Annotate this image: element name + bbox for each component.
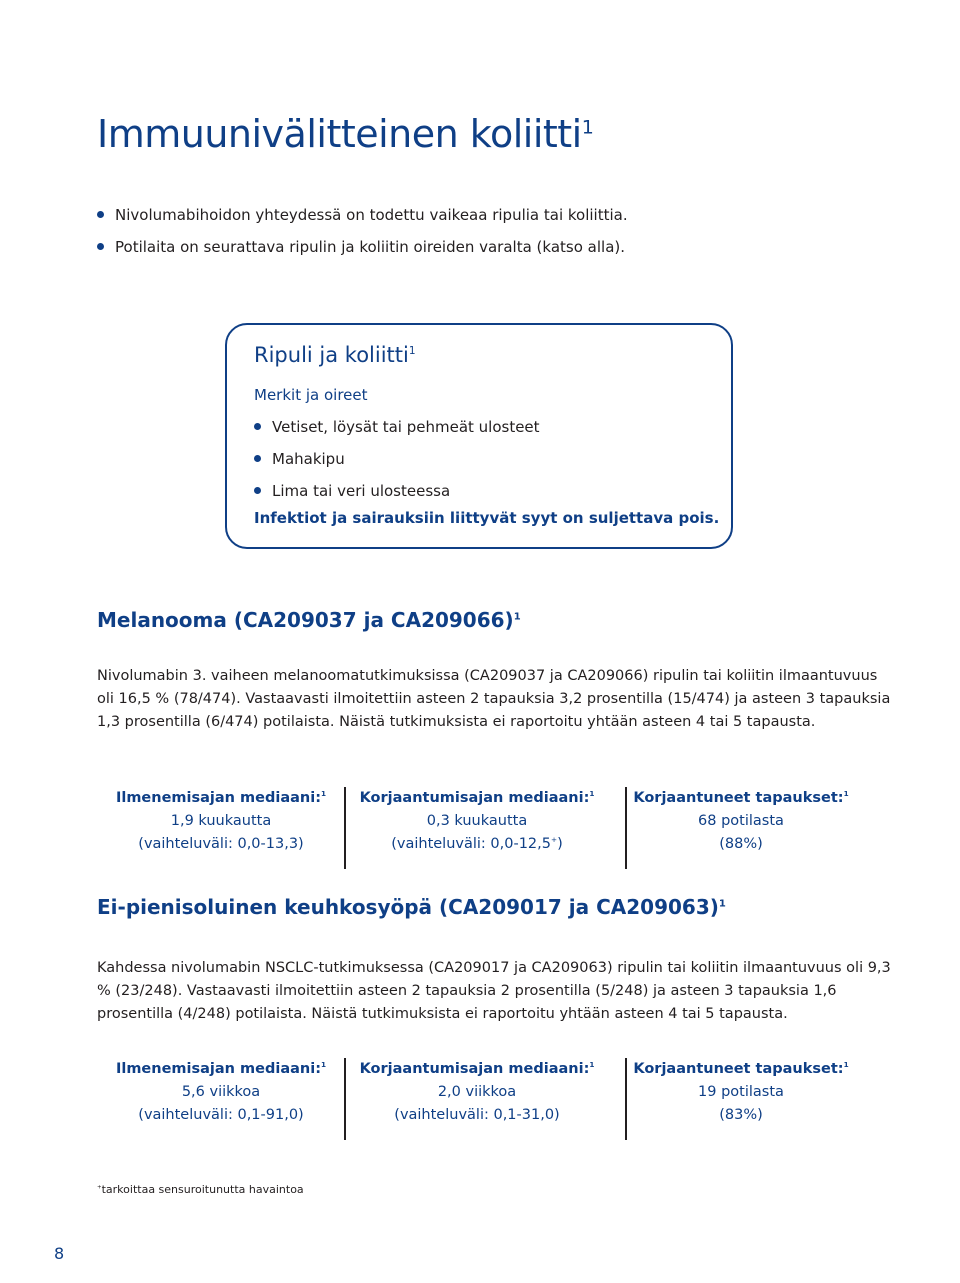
- stat-value: 68 potilasta: [698, 813, 784, 829]
- nsclc-stats: [97, 1058, 857, 1144]
- symptom-item: Lima tai veri ulosteessa: [254, 475, 540, 507]
- symptom-item: Mahakipu: [254, 443, 540, 475]
- bullet-icon: [254, 423, 261, 430]
- page-title: Immuunivälitteinen koliitti$^1$: [97, 112, 594, 156]
- stat-range: (vaihteluväli: 0,0-12,5+): [391, 835, 563, 852]
- stat-range: (vaihteluväli: 0,1-91,0): [138, 1107, 304, 1123]
- symptom-box: [225, 323, 733, 549]
- nsclc-paragraph: Kahdessa nivolumabin NSCLC-tutkimuksessa (CA209017 ja CA209063) ripulin tai koliitin ilmaantuvuus oli 9,3 % (23/248). Vastaavasti ilmoitettiin asteen 2 tapauksia 2 prosentilla (5/248) ja asteen 3 tapauksia 1,6 prosentilla (4/248) potilaista. Näistä tutkimuksista ei raportoitu yhtään asteen 4 tai 5 tapausta.: [97, 960, 891, 1022]
- symptom-item: Vetiset, löysät tai pehmeät ulosteet: [254, 411, 540, 443]
- divider: [344, 1058, 346, 1140]
- intro-bullet-2: Potilaita on seurattava ripulin ja koliitin oireiden varalta (katso alla).: [97, 231, 628, 263]
- stat-label: Ilmenemisajan mediaani:$^1$: [115, 789, 327, 806]
- stat-resolution: [353, 1058, 601, 1127]
- symptom-box-title: Ripuli ja koliitti$^1$: [254, 343, 416, 367]
- stat-value: 1,9 kuukautta: [170, 813, 272, 829]
- melanoma-paragraph: Nivolumabin 3. vaiheen melanoomatutkimuksissa (CA209037 ja CA209066) ripulin tai koliitin ilmaantuvuus oli 16,5 % (78/474). Vastaavasti ilmoitettiin asteen 2 tapauksia 3,2 prosentilla (15/474) ja asteen 3 tapauksia 1,3 prosentilla (6/474) potilaista. Näistä tutkimuksista ei raportoitu yhtään asteen 4 tai 5 tapausta.: [97, 668, 891, 730]
- stat-resolved: [617, 787, 865, 856]
- intro-bullet-1: Nivolumabihoidon yhteydessä on todettu vaikeaa ripulia tai koliittia.: [97, 199, 628, 231]
- stat-range: (vaihteluväli: 0,0-13,3): [138, 836, 304, 852]
- stat-onset: [97, 1058, 345, 1127]
- stat-range: (83%): [719, 1107, 763, 1123]
- stat-value: 5,6 viikkoa: [181, 1084, 261, 1100]
- divider: [344, 787, 346, 869]
- bullet-icon: [254, 455, 261, 462]
- symptom-list: [254, 411, 540, 507]
- melanoma-stats: [97, 787, 857, 873]
- stat-range: (88%): [719, 836, 763, 852]
- stat-resolution: [353, 787, 601, 856]
- stat-value: 0,3 kuukautta: [426, 813, 528, 829]
- intro-bullet-list: [97, 199, 628, 263]
- symptom-box-warning: Infektiot ja sairauksiin liittyvät syyt on suljettava pois.: [254, 509, 720, 527]
- symptom-box-subtitle: Merkit ja oireet: [254, 386, 368, 404]
- stat-label: Korjaantumisajan mediaani:$^1$: [359, 789, 595, 806]
- stat-label: Korjaantuneet tapaukset:$^1$: [633, 1060, 849, 1077]
- stat-label: Korjaantumisajan mediaani:$^1$: [359, 1060, 595, 1077]
- bullet-icon: [97, 211, 104, 218]
- stat-onset: [97, 787, 345, 856]
- melanoma-section-title: Melanooma (CA209037 ja CA209066)$^1$: [97, 608, 521, 632]
- bullet-icon: [97, 243, 104, 250]
- footnote: +tarkoittaa sensuroitunutta havaintoa: [97, 1183, 304, 1196]
- stat-label: Korjaantuneet tapaukset:$^1$: [633, 789, 849, 806]
- stat-range: (vaihteluväli: 0,1-31,0): [394, 1107, 560, 1123]
- stat-resolved: [617, 1058, 865, 1127]
- page-number: 8: [54, 1244, 65, 1263]
- nsclc-section-title: Ei-pienisoluinen keuhkosyöpä (CA209017 ja CA209063)$^1$: [97, 895, 726, 919]
- stat-label: Ilmenemisajan mediaani:$^1$: [115, 1060, 327, 1077]
- bullet-icon: [254, 487, 261, 494]
- stat-value: 19 potilasta: [698, 1084, 784, 1100]
- stat-value: 2,0 viikkoa: [437, 1084, 517, 1100]
